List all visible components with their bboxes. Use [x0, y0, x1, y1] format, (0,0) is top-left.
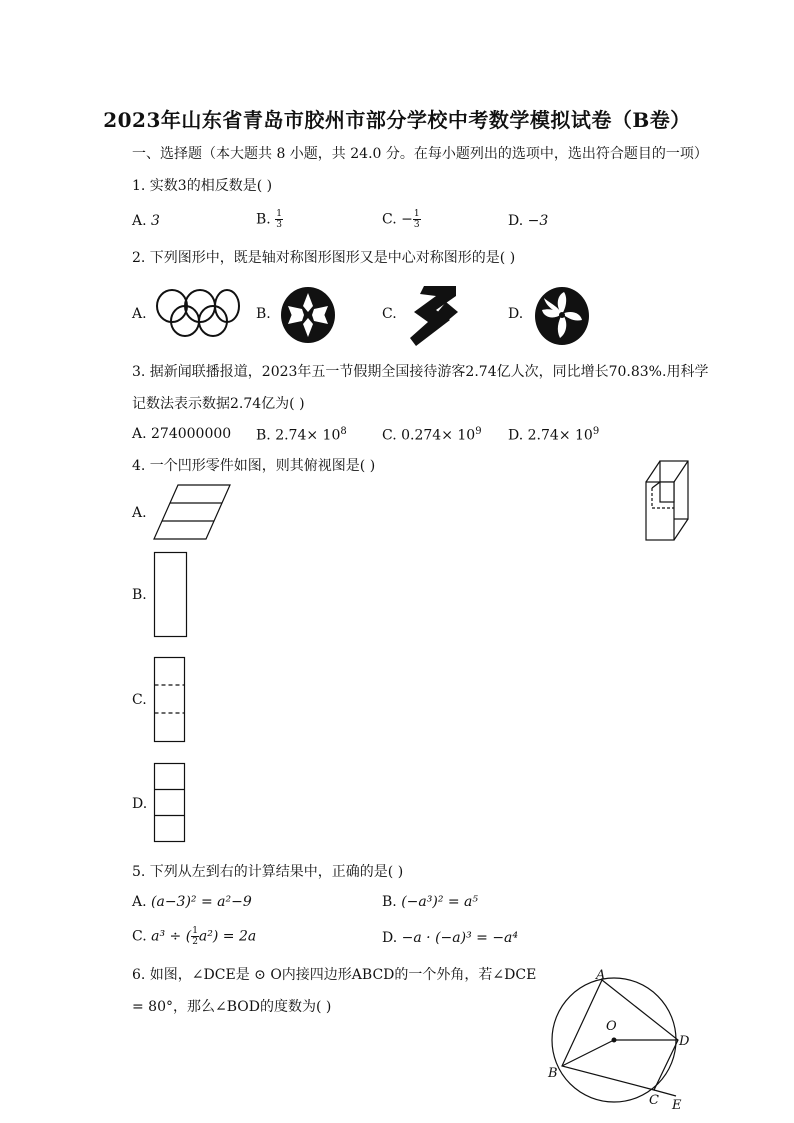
- q3-option-a[interactable]: [132, 426, 231, 442]
- q5-option-c-label: C.: [132, 928, 147, 945]
- q1-option-c-label: C.: [382, 211, 397, 228]
- q3-option-d-base: 2.74× 10: [527, 427, 593, 444]
- q5-option-a-value: (a−3)² = a²−9: [151, 894, 252, 910]
- q5-option-d-value: −a · (−a)³ = −a⁴: [401, 930, 519, 946]
- q1-option-a-label: A.: [132, 213, 147, 229]
- q3-option-d-exponent: 9: [592, 426, 600, 437]
- fig-label-o: O: [606, 1019, 617, 1034]
- circle-quadrilateral-figure: [548, 966, 694, 1116]
- q3-option-b-base: 2.74× 10: [275, 427, 341, 444]
- star-badge-figure: [280, 286, 336, 344]
- q5-option-c[interactable]: [132, 926, 256, 947]
- q3-option-c[interactable]: [382, 426, 482, 444]
- q4-option-a-parallelogram: [154, 483, 234, 541]
- q5-option-b[interactable]: [382, 894, 478, 910]
- q3-option-b-exponent: 8: [340, 426, 347, 437]
- q5-option-d[interactable]: [382, 930, 518, 946]
- q4-option-c-dashed-rectangle: [154, 657, 188, 743]
- q6-stem-line1: 6. 如图，∠DCE是 ⊙ O内接四边形ABCD的一个外角，若∠DCE: [132, 967, 537, 983]
- q3-option-a-label: A.: [132, 426, 147, 442]
- concave-part-figure: [642, 458, 692, 544]
- q1-option-b[interactable]: [256, 209, 283, 230]
- q1-option-c-denominator: 3: [413, 220, 420, 230]
- q1-option-b-label: B.: [256, 211, 271, 228]
- q3-option-c-base: 0.274× 10: [401, 427, 476, 444]
- q3-stem-line1: 3. 据新闻联播报道，2023年五一节假期全国接待游客2.74亿人次，同比增长70.83%.用科学: [132, 364, 709, 380]
- q3-option-b[interactable]: [256, 426, 347, 444]
- q5-option-a[interactable]: [132, 894, 252, 910]
- q1-option-d-value: −3: [527, 213, 549, 229]
- olympic-rings-figure: [155, 288, 239, 340]
- q3-stem-line2: 记数法表示数据2.74亿为( ): [132, 396, 305, 412]
- q2-option-b-label[interactable]: B.: [256, 306, 271, 322]
- q5-option-d-label: D.: [382, 930, 398, 946]
- fig-label-b: B: [548, 1066, 558, 1081]
- fig-label-a: A: [596, 968, 606, 983]
- q4-stem: 4. 一个凹形零件如图，则其俯视图是( ): [132, 458, 376, 474]
- q5-option-c-numerator: 1: [192, 926, 198, 936]
- q4-option-a-label[interactable]: A.: [132, 505, 147, 521]
- section-heading: 一、选择题（本大题共 8 小题，共 24.0 分。在每小题列出的选项中，选出符合题目的一项）: [132, 146, 708, 162]
- q5-stem: 5. 下列从左到右的计算结果中，正确的是( ): [132, 864, 404, 880]
- q1-option-c[interactable]: [382, 209, 421, 230]
- q3-option-c-exponent: 9: [475, 426, 482, 437]
- q3-option-b-label: B.: [256, 427, 271, 444]
- q1-option-a[interactable]: [132, 213, 160, 229]
- page-title: 2023年山东省青岛市胶州市部分学校中考数学模拟试卷（B卷）: [103, 108, 691, 132]
- q1-option-a-value: 3: [151, 213, 160, 229]
- q1-option-c-numerator: 1: [413, 209, 420, 219]
- s-logo-figure: [406, 282, 462, 350]
- q5-option-b-label: B.: [382, 894, 397, 910]
- q1-option-c-sign: −: [401, 211, 413, 228]
- q2-option-c-label[interactable]: C.: [382, 306, 397, 322]
- bauhinia-emblem-figure: [534, 286, 590, 346]
- q1-option-c-fraction: [413, 209, 421, 230]
- q3-option-c-label: C.: [382, 427, 397, 444]
- q4-option-d-three-cells: [154, 763, 186, 843]
- q5-option-c-denominator: 2: [192, 937, 198, 947]
- q5-option-c-suffix: a²) = 2a: [198, 928, 257, 945]
- q3-option-d[interactable]: [508, 426, 599, 444]
- q2-option-d-label[interactable]: D.: [508, 306, 524, 322]
- q4-option-b-label[interactable]: B.: [132, 587, 147, 603]
- q1-option-d[interactable]: [508, 213, 548, 229]
- q1-stem: 1. 实数3的相反数是( ): [132, 178, 273, 194]
- q3-option-d-label: D.: [508, 427, 524, 444]
- fig-label-c: C: [649, 1093, 659, 1108]
- q1-option-b-denominator: 3: [276, 220, 282, 230]
- q5-option-c-fraction: [191, 926, 199, 947]
- q2-option-a-label[interactable]: A.: [132, 306, 147, 322]
- q4-option-b-rectangle: [154, 552, 188, 638]
- q5-option-a-label: A.: [132, 894, 147, 910]
- q2-stem: 2. 下列图形中，既是轴对称图形图形又是中心对称图形的是( ): [132, 250, 516, 266]
- fig-label-d: D: [679, 1034, 690, 1049]
- q3-option-a-value: 274000000: [151, 426, 232, 442]
- q4-option-c-label[interactable]: C.: [132, 692, 147, 708]
- q5-option-b-value: (−a³)² = a⁵: [401, 894, 479, 910]
- q1-option-b-numerator: 1: [276, 209, 282, 219]
- fig-label-e: E: [672, 1098, 682, 1113]
- q6-stem-line2: = 80°，那么∠BOD的度数为( ): [132, 999, 332, 1015]
- q5-option-c-prefix: a³ ÷ (: [151, 928, 192, 945]
- q4-option-d-label[interactable]: D.: [132, 796, 148, 812]
- q1-option-d-label: D.: [508, 213, 524, 229]
- q1-option-b-fraction: [275, 209, 283, 230]
